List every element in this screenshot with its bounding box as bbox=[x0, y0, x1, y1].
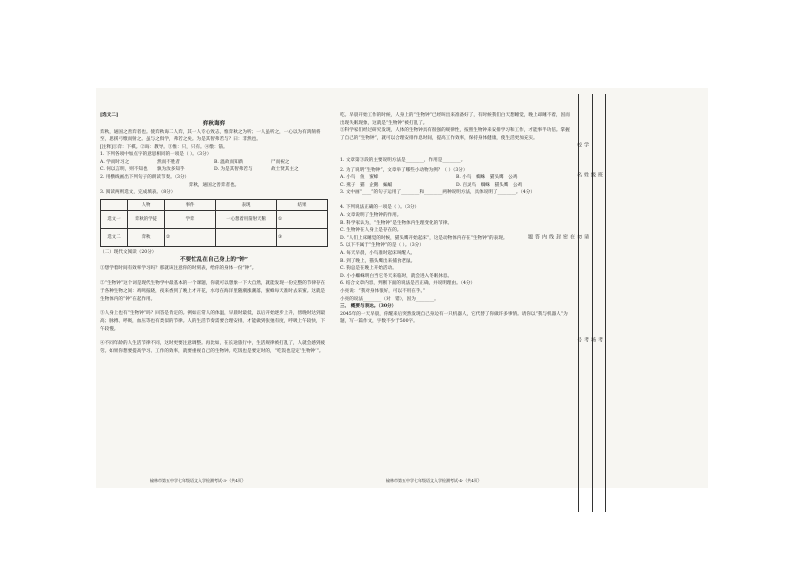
part3-label: 三、 概要与表达。（30分） bbox=[340, 304, 397, 310]
article-title: 不要忙乱在自己身上的“钟” bbox=[180, 257, 248, 264]
question-1: 1. 下列各项中加点字的意思相同的一项是（ ）。（3分） bbox=[100, 152, 212, 158]
question-r2-options-row1 bbox=[340, 174, 572, 182]
option: B. 科学家认为，“生物钟”是生物体内生理变化的节律。 bbox=[340, 220, 453, 226]
option: A. 学而时习之 bbox=[100, 159, 130, 165]
question-r6-answer: 小亮的说法________（对 错），因为________。 bbox=[340, 296, 439, 302]
page-right bbox=[340, 112, 572, 334]
passage-para: 弈秋，通国之善弈者也。使弈秋诲二人弈，其一人专心致志，惟弈秋之为听；一人虽听之，一心以为有鸿鹄将至，思援弓缴而射之。虽与之俱学，弗若之矣。为是其智弗若与？曰：非然也。 bbox=[100, 129, 321, 143]
option: C. 燕子 猫 企鹅 蝙蝠 bbox=[340, 182, 393, 188]
answer-table bbox=[100, 199, 328, 247]
option: D. 小小蜘蛛明白当它冬天来临时，就会进入冬眠休息。 bbox=[340, 273, 453, 279]
table-header-row bbox=[101, 199, 328, 210]
table-cell: 选文一 bbox=[101, 210, 128, 228]
article-para: ③人身上也有“生物钟”吗？回答是肯定的。例如正常人的体温，早晨时最低，以后开始逐步上升，傍晚时达到最高；脉搏、呼吸，血压等也有类似的节律。人的生活节奏需要合理安排，才能做到张弛有度，呼吸上午较快，下午较慢。 bbox=[100, 311, 326, 332]
binding-char: 封 bbox=[555, 234, 561, 239]
option: 故士贤其主之 bbox=[271, 167, 299, 173]
binding-char: 请 bbox=[583, 234, 589, 239]
answer-blank[interactable]: ① bbox=[277, 210, 328, 228]
table-row bbox=[101, 210, 328, 228]
table-cell: 弈秋的学徒 bbox=[128, 210, 165, 228]
binding-char: 场 bbox=[590, 336, 596, 342]
option: D. “人们上床睡觉的时候，猫头鹰开始起床”，这是动物体内存在“生物钟”的表现。 bbox=[340, 235, 508, 241]
question-1-options-row2 bbox=[100, 166, 328, 174]
question-2-sentence: 弈秋，通国之善弈者也。 bbox=[188, 182, 240, 188]
binding-char: 线 bbox=[548, 234, 554, 239]
question-r6-statement: 小亮说：“我对身体很好，可以不用在乎。” bbox=[340, 288, 426, 294]
table-cell: 一心想着用箭射天鹅 bbox=[216, 210, 277, 228]
binding-char: 班 bbox=[597, 171, 603, 177]
binding-char: 在 bbox=[569, 234, 575, 239]
binding-char: 学 bbox=[583, 141, 589, 147]
binding-char: 密 bbox=[562, 234, 568, 239]
question-r5: 5. 以下不属于“生物钟”的是（ ）。（3分） bbox=[340, 243, 424, 249]
table-cell: 表现 bbox=[216, 199, 277, 210]
binding-char: 号 bbox=[576, 336, 582, 342]
binding-char: 答 bbox=[534, 234, 540, 239]
option: C. 狗总是在晚上开始活动。 bbox=[340, 266, 397, 272]
table-cell: 学弈 bbox=[165, 210, 216, 228]
table-cell: 人物 bbox=[128, 199, 165, 210]
binding-char: 内 bbox=[541, 234, 547, 239]
option: C. 何以言明，则不知也 bbox=[100, 167, 148, 173]
note: [注释]①弈：下棋。②诲：教导。③惟：只，只有。④缴：箭。 bbox=[100, 144, 228, 150]
table-cell: 弈秋 bbox=[128, 228, 165, 246]
page-left bbox=[100, 112, 328, 370]
binding-label bbox=[576, 144, 603, 204]
question-r3: 3. 文中画“____”的句子运用了________和________两种说明方法，具体说明了________。（4分） bbox=[340, 190, 535, 196]
seal-line bbox=[605, 94, 606, 512]
article-para: 吃。早晨开始工作的时候，人身上的“生物钟”已经叫出来准备好了，有时候我们白天想睡觉，晚上却睡不着，因而出现失眠现象，这就是“生物钟”被打乱了。 bbox=[340, 113, 570, 126]
composition-prompt: 2045年的一天早晨，你醒来后突然发现自己身边有一只机器人，它代替了你做许多事情。请你以“我与机器人”为题，写一篇作文，字数不少于500字。 bbox=[340, 311, 568, 325]
section-title: 弈秋诲弈 bbox=[202, 120, 226, 127]
question-r4: 4. 下列说法正确的一项是（ ）。（3分） bbox=[340, 205, 420, 211]
option: A. 每天早晨，小鸟准时起床叫醒人。 bbox=[340, 250, 416, 256]
question-r2: 2. 为了说明“生物钟”，文章举了哪些小动物为例？（ ）（3分） bbox=[340, 167, 468, 173]
table-cell: 事件 bbox=[165, 199, 216, 210]
question-r1: 1. 文章第③段的主要说明方法是________，作用是________。 bbox=[340, 158, 466, 163]
table-cell bbox=[216, 228, 277, 246]
page-footer-left: 榆林市第五中学七年级语文入学检测考试-3-（共4页） bbox=[150, 478, 246, 483]
question-r6: 6. 结合文章内容，判断下面的说法是否正确，并说明理由。（4分） bbox=[340, 281, 476, 287]
option: B. 小鸟 蜘蛛 猫头鹰 公鸡 bbox=[456, 175, 518, 181]
question-2: 2. 用横线画出下列句子的朗读节奏。（3分） bbox=[100, 174, 190, 180]
binding-strip bbox=[527, 94, 608, 512]
answer-blank[interactable]: ② bbox=[165, 228, 216, 246]
binding-char: 名 bbox=[576, 171, 582, 177]
option: D. 为是其智弗若与 bbox=[214, 167, 253, 173]
answer-blank[interactable]: ③ bbox=[277, 228, 328, 246]
question-3: 3. 阅读两则选文，完成填表。（8分） bbox=[100, 190, 176, 196]
article-para: ②“生物钟”这个词是现代生物学中最基本的一个课题，你就可以想象一下大自然，就能发现一份完整的节律存在于各种生物之间：鸡鸣报晓，夜来香到了晚上才开花，水母在海洋里随潮涨潮落，蜜蜂每天准时去采蜜。这就是生物体内的“钟”在起作用。 bbox=[100, 281, 326, 302]
article-para: ①想学着时间有效率学习吗？那就该注意你的时刻表，给你的身体一份“钟”。 bbox=[100, 266, 257, 272]
option: D. 百灵鸟 蜘蛛 猫头鹰 公鸡 bbox=[456, 182, 523, 188]
binding-char: 姓 bbox=[583, 171, 589, 177]
binding-char: 题 bbox=[527, 234, 533, 239]
binding-char: 考 bbox=[597, 336, 603, 342]
section-label: [选文二] bbox=[100, 113, 119, 118]
page-footer-right: 榆林市第五中学七年级语文入学检测考试-4-（共4页） bbox=[386, 478, 482, 483]
option: 尸而祝之 bbox=[271, 159, 290, 165]
option: A. 小鸟 鱼 蜜蜂 bbox=[340, 175, 379, 181]
option: C. 生物钟在人身上是存在的。 bbox=[340, 228, 402, 234]
part2-label: （二）现代文阅读（20分） bbox=[100, 249, 157, 255]
article-para: ⑤科学家们经过研究发现，人体的生物钟具有很强的规律性，按照生物钟来安排学习和工作，才能事半功倍。掌握了自己的“生物钟”，就可以合理安排作息时间，提高工作效率，保持身体健康，使生活更加充实。 bbox=[340, 128, 570, 141]
binding-char: 勿 bbox=[576, 234, 582, 239]
option: B. 到了晚上，猫头鹰出来捕食老鼠。 bbox=[340, 258, 416, 264]
binding-char: 考 bbox=[583, 336, 589, 342]
option: B. 温故而知新 bbox=[214, 159, 244, 165]
option: 然而不胜者 bbox=[157, 159, 180, 165]
binding-warning bbox=[527, 234, 589, 239]
table-row bbox=[101, 228, 328, 246]
question-r2-options-row2 bbox=[340, 182, 572, 190]
article-para: ④不同年龄的人生活节律不同，这时更要注意调整。再比如，在长途旅行中，生活规律被打乱了，人就会感到疲劳。如果你想要提高学习、工作的效率，就要重视自己的生物钟。吃饭也是要定时的，“吃饭也是定‘生物钟’”。 bbox=[100, 341, 326, 354]
question-1-options-row1 bbox=[100, 159, 328, 167]
option: 孰为汝多知乎 bbox=[157, 167, 185, 173]
binding-label bbox=[576, 314, 603, 364]
binding-char: 校 bbox=[576, 141, 582, 147]
table-cell: 结果 bbox=[277, 199, 328, 210]
table-cell bbox=[101, 199, 128, 210]
option: A. 文章说明了生物钟的作用。 bbox=[340, 212, 402, 218]
table-cell: 选文二 bbox=[101, 228, 128, 246]
binding-char: 级 bbox=[590, 171, 596, 177]
